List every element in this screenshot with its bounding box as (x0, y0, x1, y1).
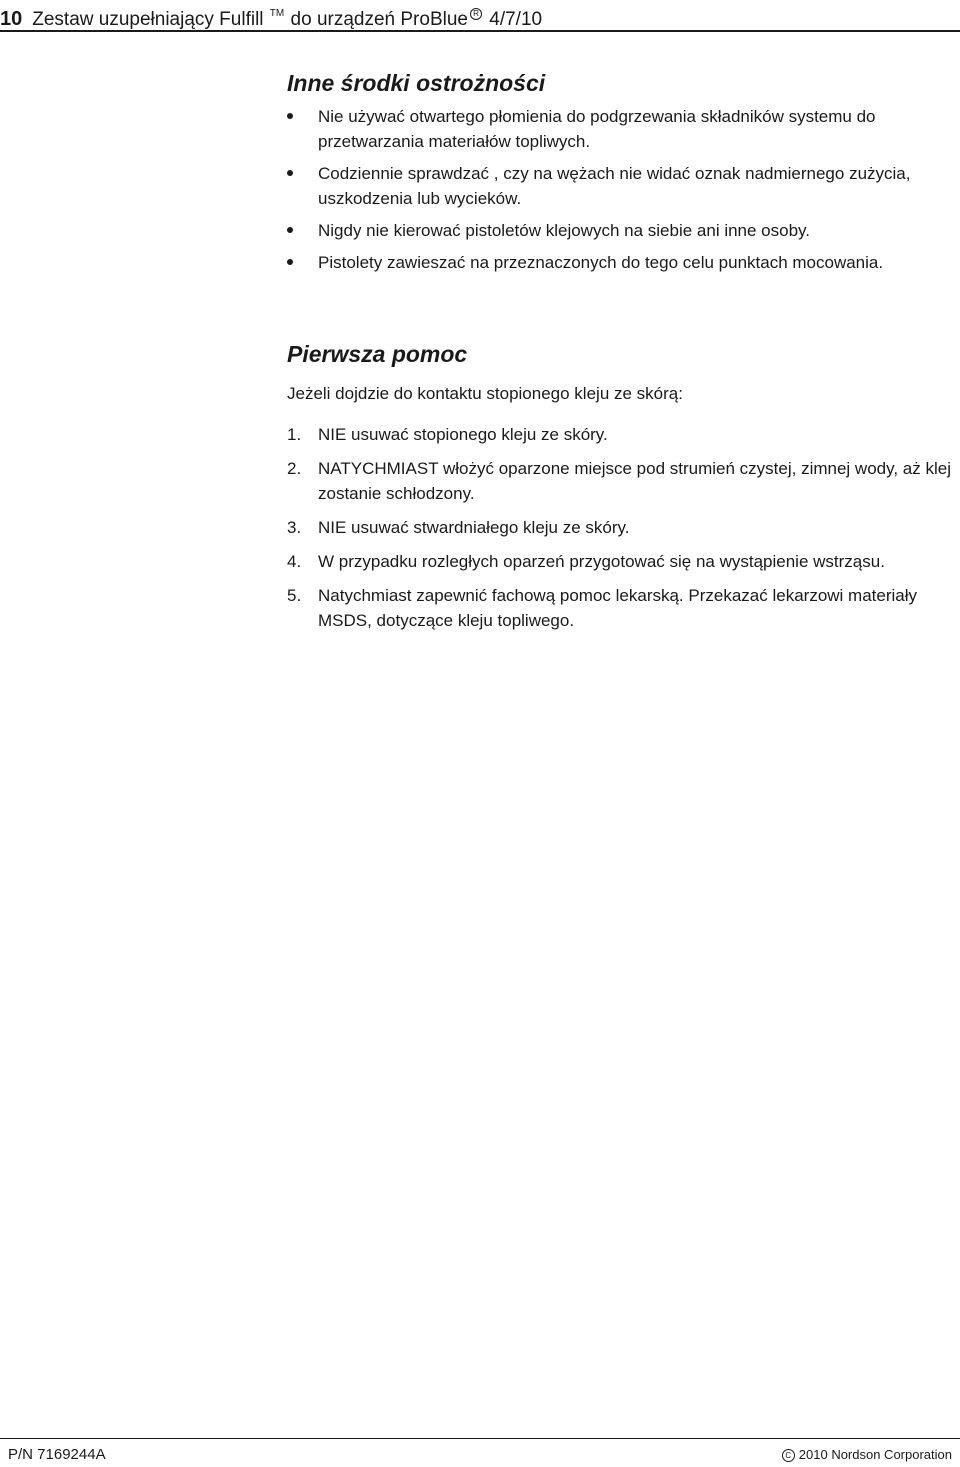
step-item (287, 515, 952, 540)
header-text (0, 3, 542, 31)
list-item (287, 218, 952, 243)
list-item-text: Codziennie sprawdzać , czy na wężach nie widać oznak nadmiernego zużycia, uszkodzenia lub wycieków. (318, 164, 911, 208)
precautions-heading: Inne środki ostrożności (287, 70, 546, 96)
trademark-symbol: TM (269, 8, 285, 19)
header-divider (0, 30, 960, 32)
step-item (287, 549, 952, 574)
bullet-icon (287, 259, 293, 265)
first-aid-steps (287, 422, 952, 642)
document-title: Zestaw uzupełniający Fulfill (32, 9, 264, 30)
first-aid-intro: Jeżeli dojdzie do kontaktu stopionego kleju ze skórą: (287, 384, 683, 403)
list-item-text: Nigdy nie kierować pistoletów klejowych na siebie ani inne osoby. (318, 221, 811, 240)
revision-date: 4/7/10 (489, 9, 543, 30)
copyright-notice (782, 1447, 952, 1462)
bullet-icon (287, 227, 293, 233)
step-number: 1. (287, 425, 302, 444)
part-number: P/N 7169244A (8, 1446, 106, 1463)
list-item (287, 104, 952, 154)
step-text: NATYCHMIAST włożyć oparzone miejsce pod strumień czystej, zimnej wody, aż klej zostanie schłodzony. (318, 459, 951, 503)
bullet-icon (287, 170, 293, 176)
step-item (287, 422, 952, 447)
step-text: NIE usuwać stopionego kleju ze skóry. (318, 425, 608, 444)
step-text: W przypadku rozległych oparzeń przygotować się na wystąpienie wstrząsu. (318, 552, 885, 571)
copyright-text: 2010 Nordson Corporation (798, 1447, 952, 1462)
registered-symbol: R (470, 8, 482, 20)
step-number: 3. (287, 518, 302, 537)
copyright-icon: C (782, 1449, 795, 1462)
step-number: 4. (287, 552, 302, 571)
precautions-list (287, 104, 952, 282)
product-name: do urządzeń ProBlue (290, 9, 468, 30)
list-item-text: Pistolety zawieszać na przeznaczonych do tego celu punktach mocowania. (318, 253, 884, 272)
step-text: NIE usuwać stwardniałego kleju ze skóry. (318, 518, 630, 537)
page-number: 10 (0, 8, 23, 30)
bullet-icon (287, 113, 293, 119)
step-item (287, 456, 952, 506)
first-aid-heading: Pierwsza pomoc (287, 341, 468, 367)
list-item (287, 250, 952, 275)
list-item (287, 161, 952, 211)
footer-divider (0, 1438, 960, 1439)
step-number: 2. (287, 459, 302, 478)
list-item-text: Nie używać otwartego płomienia do podgrzewania składników systemu do przetwarzania materiałów topliwych. (318, 107, 876, 151)
page-header (0, 0, 960, 30)
step-item (287, 583, 952, 633)
step-text: Natychmiast zapewnić fachową pomoc lekarską. Przekazać lekarzowi materiały MSDS, dotyczące kleju topliwego. (318, 586, 918, 630)
step-number: 5. (287, 586, 302, 605)
